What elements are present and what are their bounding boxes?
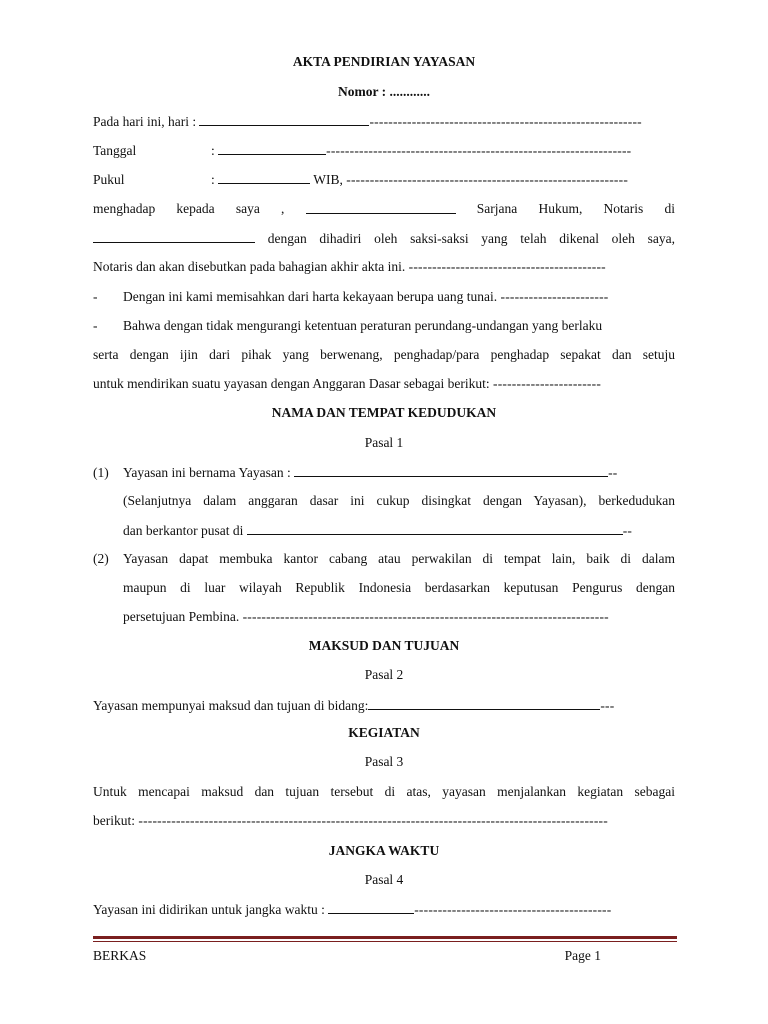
colon: : <box>211 172 215 187</box>
word: kepada <box>176 201 215 216</box>
item-text: Yayasan mempunyai maksud dan tujuan di bidang: <box>93 698 369 713</box>
item-number: (2) <box>93 551 109 566</box>
pasal-1-item-2-line-3 <box>93 607 675 627</box>
bidang-blank <box>368 695 600 710</box>
section-2-title: MAKSUD DAN TUJUAN <box>308 638 460 653</box>
footer-rule-thick <box>93 936 677 939</box>
word: Sarjana <box>476 201 518 216</box>
page-footer <box>93 946 677 966</box>
pasal-2-text <box>93 695 675 715</box>
bullet-1-text: Dengan ini kami memisahkan dari harta kekayaan berupa uang tunai. <box>123 289 498 304</box>
pasal-1-item-1 <box>93 462 675 482</box>
hari-blank <box>199 111 369 126</box>
dash-fill: -- <box>608 465 618 480</box>
pasal-1-item-1-line-3 <box>93 520 675 540</box>
word: Hukum, <box>538 201 583 216</box>
section-4-pasal: Pasal 4 <box>364 872 404 887</box>
pukul-label: Pukul <box>93 172 125 187</box>
pasal-1-item-2 <box>93 549 675 569</box>
section-3-title: KEGIATAN <box>348 725 420 740</box>
location-blank <box>93 228 255 243</box>
dihadiri-text: dengan dihadiri oleh saksi-saksi yang telah dikenal oleh saya, <box>267 231 675 246</box>
page-number: Page 1 <box>564 948 601 963</box>
colon: : <box>211 143 215 158</box>
dash-fill: -- <box>622 523 633 538</box>
item-text: dan berkantor pusat di <box>123 523 244 538</box>
item-text: Yayasan dapat membuka kantor cabang atau perwakilan di tempat lain, baik di dalam <box>123 551 675 566</box>
item-text: Yayasan ini didirikan untuk jangka waktu : <box>93 902 325 917</box>
jangka-waktu-blank <box>328 899 414 914</box>
dash-fill: ----------------------------------------------------------------- <box>326 143 632 158</box>
tanggal-line <box>93 140 675 160</box>
section-4-title: JANGKA WAKTU <box>328 843 440 858</box>
notaris-text: Notaris dan akan disebutkan pada bahagian akhir akta ini. <box>93 259 406 274</box>
section-3-pasal: Pasal 3 <box>364 754 404 769</box>
footer-left-label: BERKAS <box>93 948 147 963</box>
item-text: berikut: <box>93 813 135 828</box>
dash-fill: ------------------------------------------ <box>414 902 612 917</box>
pasal-3-line-1: Untuk mencapai maksud dan tujuan tersebut di atas, yayasan menjalankan kegiatan sebagai <box>93 784 675 799</box>
tanggal-label: Tanggal <box>93 143 137 158</box>
bullet-2-line-3 <box>93 374 675 394</box>
menghadap-line <box>93 199 675 219</box>
yayasan-name-blank <box>294 462 608 477</box>
dash-fill: ---------------------------------------------------------- <box>369 114 642 129</box>
bullet-1 <box>93 287 675 307</box>
pukul-line <box>93 169 675 189</box>
dash-fill: ------------------------------------------ <box>408 259 606 274</box>
notaris-name-blank <box>306 199 456 214</box>
item-text: persetujuan Pembina. <box>123 609 240 624</box>
document-title: AKTA PENDIRIAN YAYASAN <box>292 54 476 69</box>
pasal-3-line-2 <box>93 811 675 831</box>
bullet-2-text-3: untuk mendirikan suatu yayasan dengan Anggaran Dasar sebagai berikut: <box>93 376 490 391</box>
dihadiri-line <box>93 228 675 248</box>
hari-label: Pada hari ini, hari : <box>93 114 197 129</box>
dash-fill: ---------------------------------------------------------------------------------------------------- <box>138 813 608 828</box>
section-2-pasal: Pasal 2 <box>364 667 404 682</box>
pukul-blank <box>218 169 310 184</box>
dash-fill: --- <box>600 698 615 713</box>
bullet-2-text: Bahwa dengan tidak mengurangi ketentuan peraturan perundang-undangan yang berlaku <box>123 318 603 333</box>
tanggal-blank <box>218 140 326 155</box>
dash-fill: ------------------------------------------------------------ <box>346 172 629 187</box>
item-number: (1) <box>93 465 109 480</box>
hari-line <box>93 111 675 131</box>
word: menghadap <box>93 201 156 216</box>
dash-fill: ----------------------- <box>493 376 602 391</box>
pasal-1-item-1-line-2: (Selanjutnya dalam anggaran dasar ini cukup disingkat dengan Yayasan), berkedudukan <box>123 493 675 508</box>
item-text: Yayasan ini bernama Yayasan : <box>123 465 291 480</box>
wib-label: WIB, <box>313 172 343 187</box>
pasal-1-item-2-line-2: maupun di luar wilayah Republik Indonesia berdasarkan keputusan Pengurus dengan <box>123 580 675 595</box>
notaris-line <box>93 257 675 277</box>
section-1-pasal: Pasal 1 <box>364 435 404 450</box>
word: , <box>281 201 285 216</box>
bullet-2-line-2: serta dengan ijin dari pihak yang berwenang, penghadap/para penghadap sepakat dan setuju <box>93 347 675 362</box>
bullet-mark: - <box>93 289 98 304</box>
dash-fill: ----------------------- <box>500 289 609 304</box>
word: saya <box>235 201 260 216</box>
pasal-4-text <box>93 899 675 919</box>
word: di <box>664 201 675 216</box>
bullet-mark: - <box>93 318 98 333</box>
document-number: Nomor : ............ <box>338 84 430 99</box>
bullet-2 <box>93 316 675 336</box>
word: Notaris <box>603 201 644 216</box>
footer-rule-thin <box>93 941 677 942</box>
dash-fill: ------------------------------------------------------------------------------ <box>242 609 609 624</box>
section-1-title: NAMA DAN TEMPAT KEDUDUKAN <box>271 405 497 420</box>
kantor-pusat-blank <box>247 520 623 535</box>
